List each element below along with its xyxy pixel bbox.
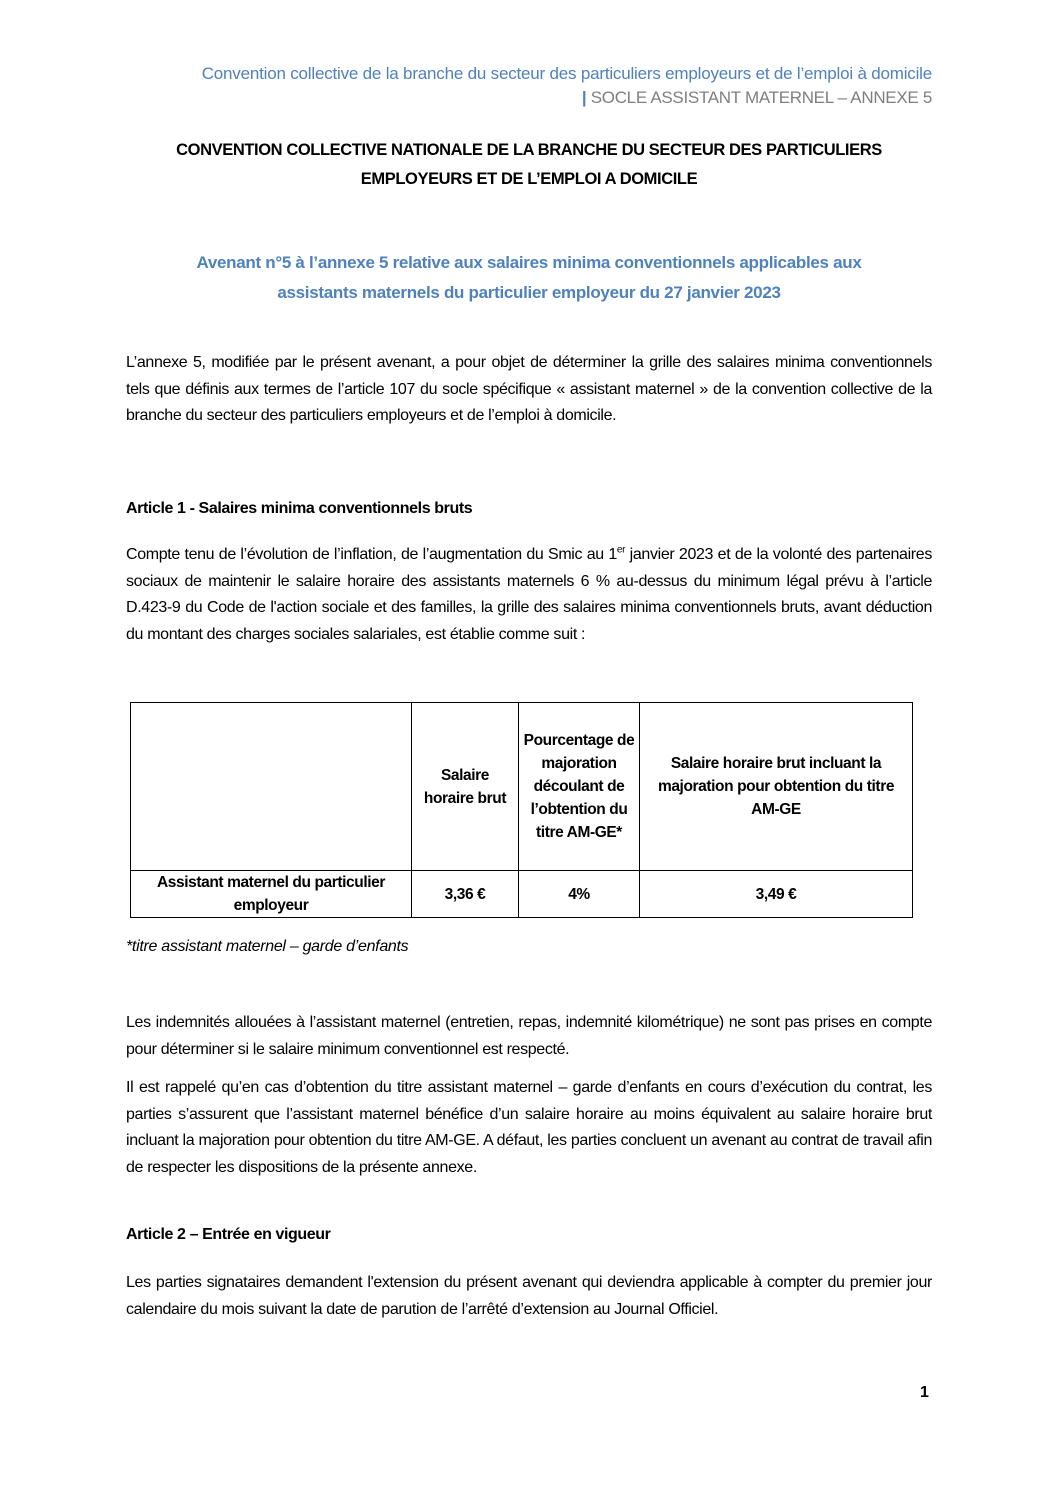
table-header-cell: Pourcentage de majoration découlant de l’obtention du titre AM-GE* [519, 703, 640, 871]
table-footnote: *titre assistant maternel – garde d’enfants [126, 938, 409, 955]
document-title-line-2: EMPLOYEURS ET DE L’EMPLOI A DOMICILE [360, 170, 698, 188]
running-header-title: Convention collective de la branche du secteur des particuliers employeurs et de l’emploi à domicile [201, 64, 932, 83]
amge-paragraph: Il est rappelé qu’en cas d’obtention du titre assistant maternel – garde d’enfants en cours d’exécution du contrat, les parties s’assurent que l’assistant maternel bénéfice d’un salaire horaire au moins équivalent au salaire horaire brut incluant la majoration pour obtention du titre AM-GE. A défaut, les parties concluent un avenant au contrat de travail afin de respecter les dispositions de la présente annexe. [126, 1079, 932, 1176]
running-header-section [582, 88, 932, 108]
article-2-heading: Article 2 – Entrée en vigueur [126, 1226, 331, 1243]
table-row [131, 871, 913, 918]
article-1-text-a: Compte tenu de l’évolution de l’inflation, de l’augmentation du Smic au 1 [126, 546, 617, 563]
document-title-line-1: CONVENTION COLLECTIVE NATIONALE DE LA BRANCHE DU SECTEUR DES PARTICULIERS [176, 141, 882, 159]
page-number: 1 [920, 1384, 929, 1401]
table-cell: 3,36 € [412, 871, 519, 918]
header-section-label: SOCLE ASSISTANT MATERNEL – ANNEXE 5 [586, 88, 932, 107]
allowances-paragraph: Les indemnités allouées à l’assistant maternel (entretien, repas, indemnité kilométrique) ne sont pas prises en compte pour déterminer si le salaire minimum conventionnel est respecté. [126, 1014, 932, 1058]
table-header-cell [131, 703, 412, 871]
salary-table [130, 702, 913, 918]
table-cell: Assistant maternel du particulier employeur [131, 871, 412, 918]
table-cell: 3,49 € [640, 871, 913, 918]
amendment-title [126, 248, 932, 308]
article-2-paragraph: Les parties signataires demandent l'extension du présent avenant qui deviendra applicable à compter du premier jour calendaire du mois suivant la date de parution de l’arrêté d’extension au Journal Officiel. [126, 1274, 932, 1318]
table-header-cell: Salaire horaire brut incluant la majoration pour obtention du titre AM-GE [640, 703, 913, 871]
table-cell: 4% [519, 871, 640, 918]
article-1-text-b: janvier 2023 et de la volonté des partenaires sociaux de maintenir le salaire horaire des assistants maternels 6 % au-dessus du minimum légal prévu à l’article D.423-9 du Code de l'action sociale et des familles, la grille des salaires minima conventionnels bruts, avant déduction du montant des charges sociales salariales, est établie comme suit : [126, 546, 932, 643]
document-title [126, 136, 932, 194]
article-1-heading: Article 1 - Salaires minima conventionnels bruts [126, 500, 473, 517]
amendment-title-line-2: assistants maternels du particulier employeur du 27 janvier 2023 [277, 283, 781, 302]
table-header-row [131, 703, 913, 871]
table-header-cell: Salaire horaire brut [412, 703, 519, 871]
header-separator: | [581, 88, 587, 107]
intro-paragraph: L’annexe 5, modifiée par le présent avenant, a pour objet de déterminer la grille des salaires minima conventionnels tels que définis aux termes de l’article 107 du socle spécifique « assistant maternel » de la convention collective de la branche du secteur des particuliers employeurs et de l’emploi à domicile. [126, 354, 932, 424]
ordinal-superscript: er [616, 544, 626, 556]
article-1-paragraph [126, 542, 932, 648]
amendment-title-line-1: Avenant n°5 à l’annexe 5 relative aux salaires minima conventionnels applicables aux [196, 253, 862, 272]
